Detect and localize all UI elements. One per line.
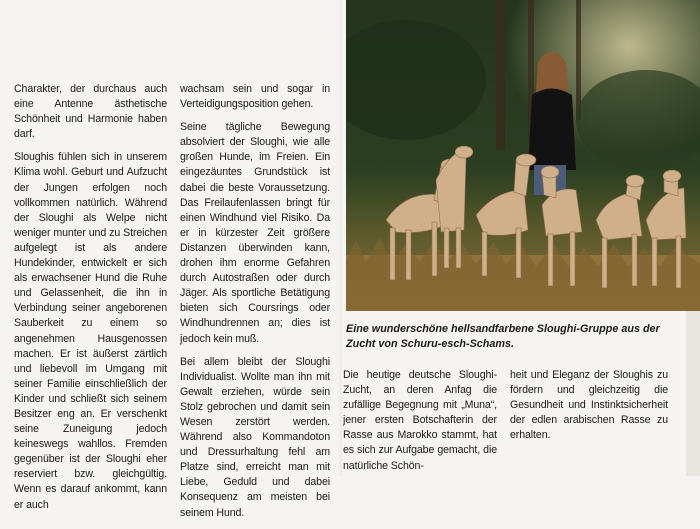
- paragraph: Die heutige deutsche Sloughi-Zucht, an deren Anfag die zufällige Begegnung mit „Muna“, jener ersten Botschafterin der Rasse aus Marokko stammt, hat es sich zur Aufgabe gemacht, die natürliche Schön-: [343, 369, 497, 472]
- paragraph: Sloughis fühlen sich in unserem Klima wohl. Geburt und Aufzucht der Jungen erfolgen noch vollkommen natürlich. Während der Sloughi als Welpe nicht weniger munter und zu Streichen aufgelegt ist als andere Hundekinder, entwickelt er sich als erwachsener Hund die Ruhe und Gelassenheit, die ihn in Verbindung seiner angeborenen Sauberkeit zu einem so angenehmen Hausgenossen machen. Er ist äußerst zärtlich und liebevoll im Umgang mit seiner Familie einschließlich der Kinder und schließt sich seinem Besitzer eng an. Er verschenkt seine Zuneigung jedoch keineswegs wahllos. Fremden gegenüber ist der Sloughi eher reserviert bzw. gleichgültig. Wenn es darauf ankommt, kann er auch: [14, 151, 167, 511]
- paragraph: wachsam sein und sogar in Verteidigungsposition gehen.: [180, 83, 330, 111]
- paragraph: Charakter, der durchaus auch eine Antenne ästhetische Schönheit und Harmonie haben darf.: [14, 83, 167, 141]
- paragraph: Seine tägliche Bewegung absolviert der Sloughi, wie alle großen Hunde, im Freien. Ein eingezäuntes Grundstück ist dabei die beste Voraussetzung. Das Freilaufenlassen bringt für einen Windhund viel Risiko. Da er in kürzester Zeit größere Distanzen überwinden kann, drohen ihm enorme Gefahren durch Autostraßen oder durch Jäger. Als sportliche Betätigung bieten sich Coursrings oder Windhundrennen an; dies ist jedoch kein muß.: [180, 121, 330, 345]
- page-edge: [686, 311, 700, 476]
- text-column-3: [343, 368, 497, 482]
- paragraph: Bei allem bleibt der Sloughi Individualist. Wollte man ihn mit Gewalt erziehen, würde sein Stolz gebrochen und damit sein Wesen zerstört werden. Während also Kommandoton und Dressurhaltung fehl am Platze sind, erreicht man mit Liebe, Geduld und dabei Konsequenz am meisten bei seinem Hund.: [180, 355, 330, 519]
- paragraph: heit und Eleganz der Sloughis zu fördern und gleichzeitig die Gesundheit und Instinktsicherheit der edlen arabischen Rasse zu erhalten.: [510, 369, 668, 442]
- photo-caption: Eine wunderschöne hellsandfarbene Sloughi-Gruppe aus der Zucht von Schuru-esch-Schams.: [346, 323, 660, 350]
- text-column-4: [510, 368, 668, 451]
- sloughi-group-photo: [346, 0, 700, 311]
- text-column-2: [180, 82, 330, 529]
- text-column-1: [14, 82, 167, 521]
